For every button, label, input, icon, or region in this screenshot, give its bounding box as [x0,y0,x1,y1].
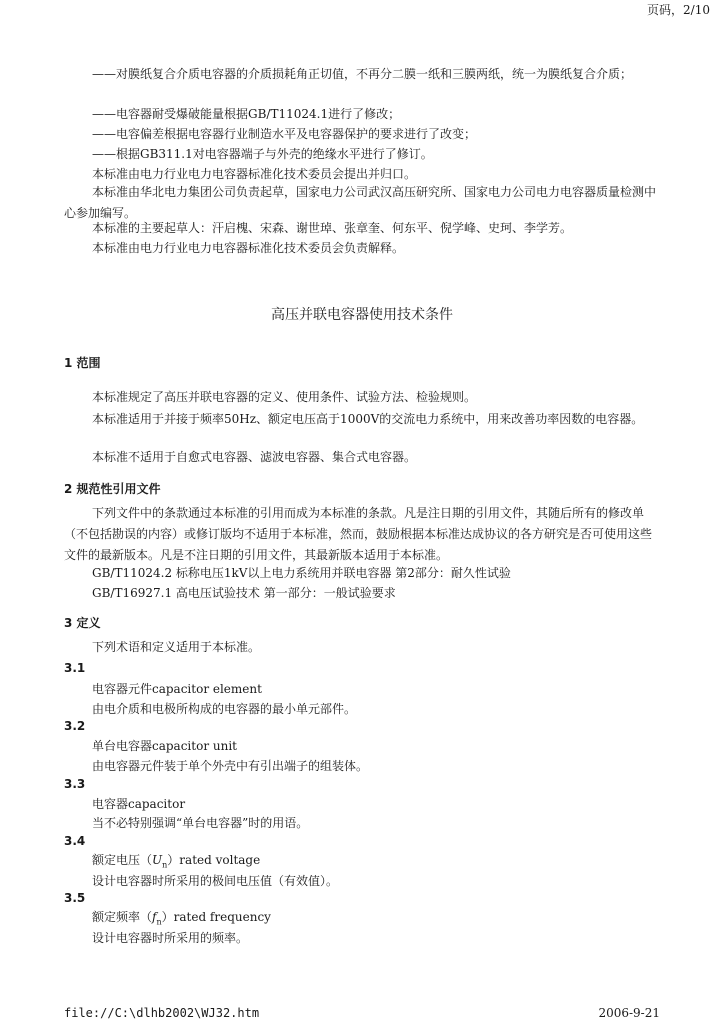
term-name [92,851,260,869]
term-number: 3.4 [64,834,86,848]
foreword-item: 本标准由电力行业电力电容器标准化技术委员会负责解释。 [92,241,405,255]
term-number: 3.5 [64,891,86,905]
section-heading: 1 范围 [64,356,101,370]
foreword-item: ——对膜纸复合介质电容器的介质损耗角正切值，不再分二膜一纸和三膜两纸，统一为膜纸复合介质； [92,67,633,81]
term-name-suffix: ）rated voltage [167,853,261,867]
term-name-suffix: ）rated frequency [161,910,271,924]
paragraph: 本标准适用于并接于频率50Hz、额定电压高于1000V的交流电力系统中，用来改善功率因数的电容器。 [92,412,644,426]
foreword-item: 本标准由电力行业电力电容器标准化技术委员会提出并归口。 [92,167,417,181]
section-heading: 2 规范性引用文件 [64,482,161,496]
footer-file-path: file://C:\dlhb2002\WJ32.htm [64,1006,260,1020]
term-definition: 设计电容器时所采用的频率。 [92,931,249,945]
term-symbol-subscript: n [156,917,162,927]
reference-item: GB/T16927.1 高电压试验技术 第一部分：一般试验要求 [92,586,396,600]
foreword-item: ——电容器耐受爆破能量根据GB/T11024.1进行了修改； [92,107,401,121]
term-symbol-subscript: n [162,860,168,870]
paragraph: 本标准不适用于自愈式电容器、滤波电容器、集合式电容器。 [92,450,417,464]
paragraph: 下列术语和定义适用于本标准。 [92,640,261,654]
section-heading: 3 定义 [64,616,101,630]
term-number: 3.2 [64,719,86,733]
term-definition: 由电容器元件装于单个外壳中有引出端子的组装体。 [92,759,369,773]
term-name [92,908,271,926]
term-definition: 当不必特别强调“单台电容器”时的用语。 [92,816,309,830]
term-number: 3.1 [64,661,86,675]
page-number: 页码，2/10 [647,3,710,17]
term-name-prefix: 额定频率（ [92,910,153,924]
term-number: 3.3 [64,777,86,791]
term-symbol: U [152,853,163,867]
term-name: 电容器元件capacitor element [92,682,262,696]
foreword-item: ——电容偏差根据电容器行业制造水平及电容器保护的要求进行了改变； [92,127,477,141]
paragraph: 本标准规定了高压并联电容器的定义、使用条件、试验方法、检验规则。 [92,390,477,404]
term-name: 单台电容器capacitor unit [92,739,237,753]
footer-date: 2006-9-21 [598,1006,660,1020]
term-symbol: f [152,910,157,924]
paragraph: 下列文件中的条款通过本标准的引用而成为本标准的条款。凡是注日期的引用文件，其随后所有的修改单（不包括勘误的内容）或修订版均不适用于本标准，然而，鼓励根据本标准达成协议的各方研究是否可使用这些文件的最新版本。凡是不注日期的引用文件，其最新版本适用于本标准。 [64,506,653,562]
term-name: 电容器capacitor [92,797,186,811]
term-definition: 设计电容器时所采用的极间电压值（有效值）。 [92,874,339,888]
term-definition: 由电介质和电极所构成的电容器的最小单元部件。 [92,702,357,716]
document-title: 高压并联电容器使用技术条件 [271,307,453,323]
foreword-item: 本标准的主要起草人：汗启槐、宋森、谢世琸、张章奎、何东平、倪学峰、史珂、李学芳。 [92,221,573,235]
foreword-item: ——根据GB311.1对电容器端子与外壳的绝缘水平进行了修订。 [92,147,433,161]
term-name-prefix: 额定电压（ [92,853,153,867]
reference-item: GB/T11024.2 标称电压1kV以上电力系统用并联电容器 第2部分：耐久性试验 [92,566,511,580]
foreword-item: 本标准由华北电力集团公司负责起草，国家电力公司武汉高压研究所、国家电力公司电力电容器质量检测中心参加编写。 [64,185,657,220]
